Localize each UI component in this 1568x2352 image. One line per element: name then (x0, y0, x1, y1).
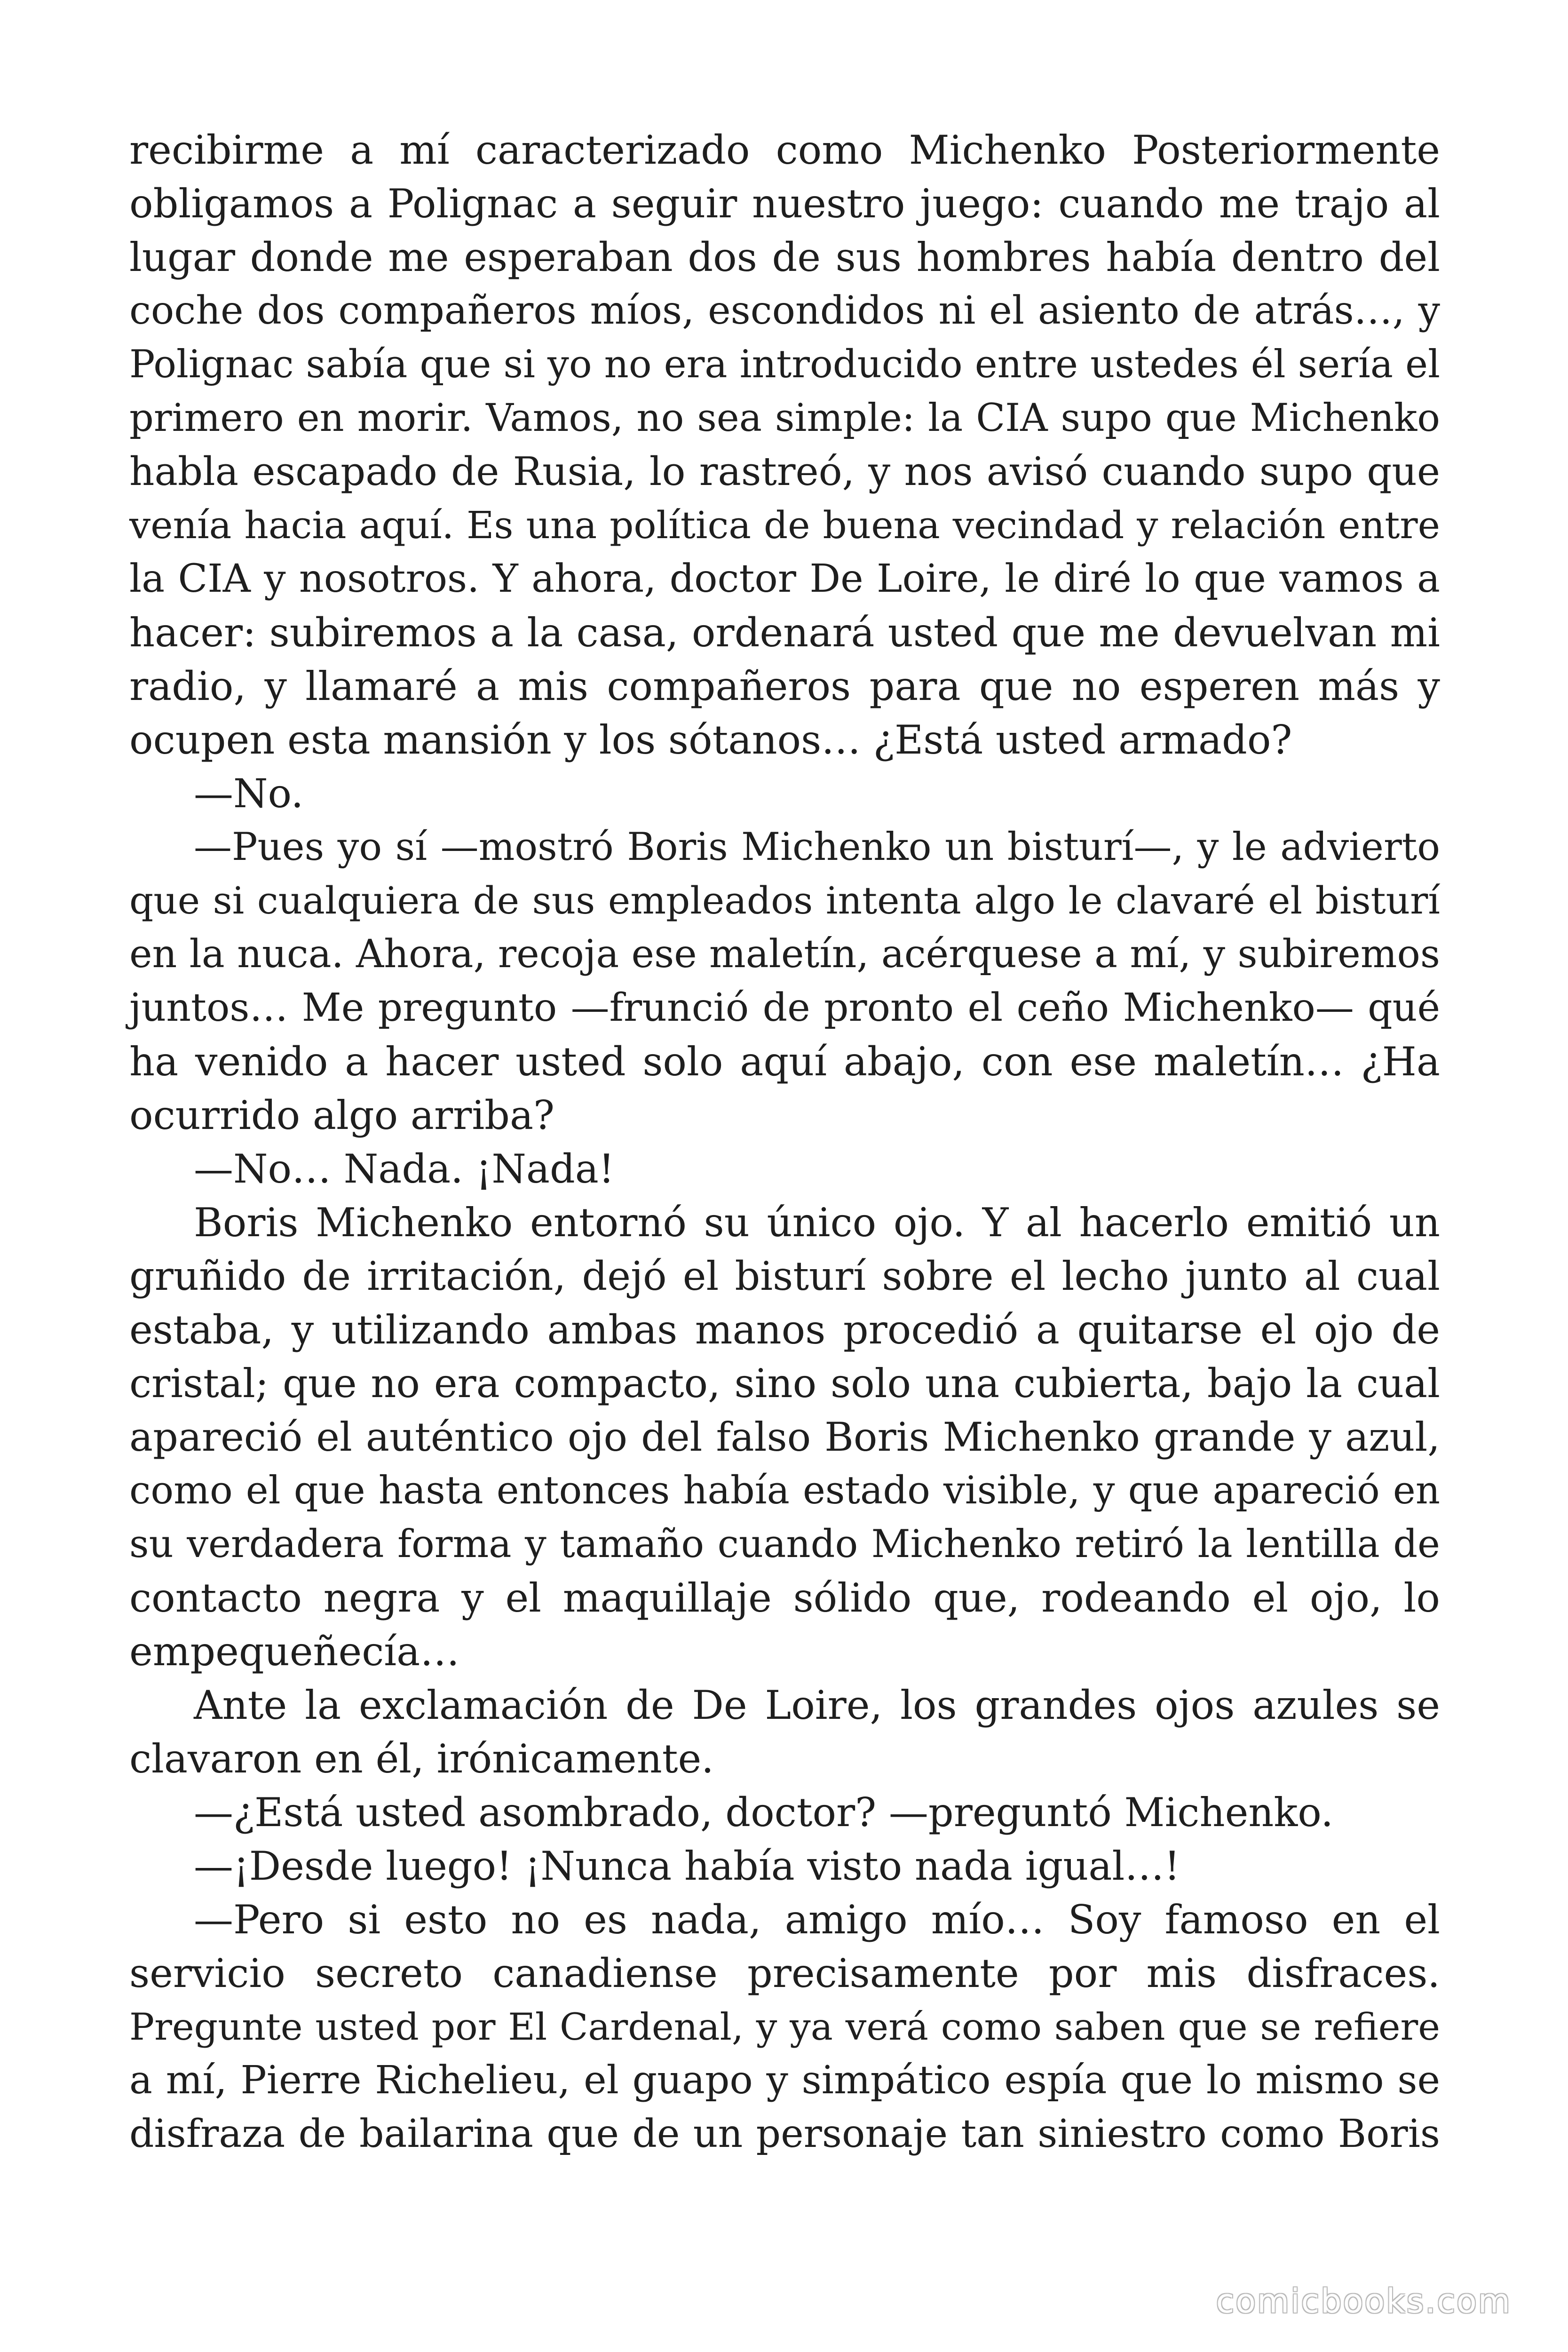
text-line: —¡Desde luego! ¡Nunca había visto nada igual…! (194, 1843, 1180, 1889)
text-line: empequeñecía… (129, 1629, 460, 1675)
text-line: —No… Nada. ¡Nada! (194, 1146, 615, 1192)
text-line: —¿Está usted asombrado, doctor? —preguntó Michenko. (194, 1789, 1334, 1836)
text-line: lugar donde me esperaban dos de sus hombres había dentro del (129, 234, 1440, 280)
text-line: —Pues yo sí —mostró Boris Michenko un bisturí—, y le advierto (194, 825, 1440, 869)
text-line: en la nuca. Ahora, recoja ese maletín, acérquese a mí, y subiremos (129, 932, 1440, 977)
text-line: Ante la exclamación de De Loire, los grandes ojos azules se (194, 1682, 1440, 1728)
text-line: hacer: subiremos a la casa, ordenará usted que me devuelvan mi (129, 610, 1440, 656)
text-line: recibirme a mí caracterizado como Michenko Posteriormente (129, 127, 1440, 173)
text-line: clavaron en él, irónicamente. (129, 1736, 714, 1782)
text-line: juntos… Me pregunto —frunció de pronto el ceño Michenko— qué (129, 985, 1440, 1030)
text-line: —Pero si esto no es nada, amigo mío… Soy famoso en el (194, 1897, 1440, 1943)
text-line: venía hacia aquí. Es una política de buena vecindad y relación entre (129, 503, 1440, 547)
text-line: ha venido a hacer usted solo aquí abajo, con ese maletín… ¿Ha (129, 1039, 1440, 1085)
watermark: comicbooks.com (1216, 2282, 1512, 2320)
text-line: contacto negra y el maquillaje sólido que, rodeando el ojo, lo (129, 1575, 1440, 1621)
text-line: coche dos compañeros míos, escondidos ni el asiento de atrás…, y (129, 288, 1440, 333)
text-line: ocurrido algo arriba? (129, 1092, 555, 1138)
text-line: habla escapado de Rusia, lo rastreó, y nos avisó cuando supo que (129, 449, 1440, 494)
text-line: gruñido de irritación, dejó el bisturí sobre el lecho junto al cual (129, 1253, 1440, 1299)
text-line: a mí, Pierre Richelieu, el guapo y simpático espía que lo mismo se (129, 2058, 1440, 2103)
text-line: cristal; que no era compacto, sino solo una cubierta, bajo la cual (129, 1360, 1440, 1406)
text-line: estaba, y utilizando ambas manos procedió a quitarse el ojo de (129, 1307, 1440, 1353)
text-line: obligamos a Polignac a seguir nuestro juego: cuando me trajo al (129, 181, 1440, 227)
text-line: apareció el auténtico ojo del falso Boris Michenko grande y azul, (129, 1414, 1440, 1460)
text-line: la CIA y nosotros. Y ahora, doctor De Loire, le diré lo que vamos a (129, 556, 1440, 601)
text-line: radio, y llamaré a mis compañeros para que no esperen más y (129, 663, 1440, 709)
text-line: disfraza de bailarina que de un personaje tan siniestro como Boris (129, 2112, 1440, 2156)
text-line: primero en morir. Vamos, no sea simple: la CIA supo que Michenko (129, 396, 1440, 440)
text-line: —No. (194, 771, 304, 817)
text-line: ocupen esta mansión y los sótanos… ¿Está usted armado? (129, 717, 1292, 763)
text-line: Polignac sabía que si yo no era introducido entre ustedes él sería el (129, 342, 1440, 387)
text-line: su verdadera forma y tamaño cuando Michenko retiró la lentilla de (129, 1522, 1440, 1566)
text-line: servicio secreto canadiense precisamente por mis disfraces. (129, 1950, 1440, 1996)
text-line: como el que hasta entonces había estado visible, y que apareció en (129, 1469, 1440, 1513)
text-line: Pregunte usted por El Cardenal, y ya verá como saben que se refiere (129, 2005, 1440, 2049)
text-line: Boris Michenko entornó su único ojo. Y al hacerlo emitió un (194, 1200, 1440, 1246)
text-line: que si cualquiera de sus empleados intenta algo le clavaré el bisturí (129, 879, 1440, 922)
